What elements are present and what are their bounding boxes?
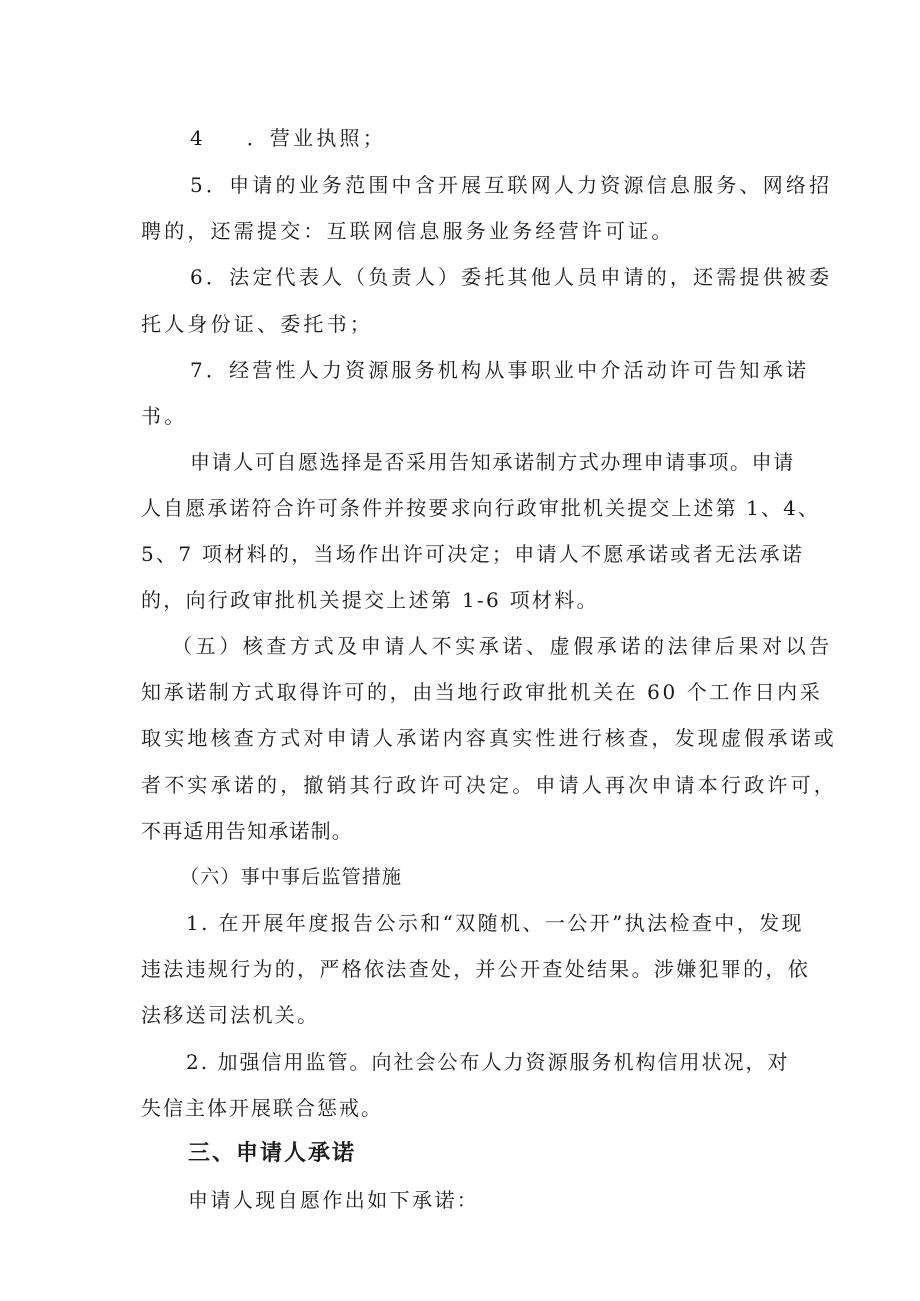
item-4-number: 4 bbox=[190, 126, 203, 150]
choice-line-2: 人自愿承诺符合许可条件并按要求向行政审批机关提交上述第 1、4、 bbox=[141, 496, 821, 520]
section-5-line-2: 知承诺制方式取得许可的，由当地行政审批机关在 60 个工作日内采 bbox=[141, 680, 823, 704]
item-6-line-2: 托人身份证、委托书； bbox=[141, 312, 373, 336]
choice-line-1: 申请人可自愿选择是否采用告知承诺制方式办理申请事项。申请 bbox=[190, 450, 795, 474]
section-5-line-3: 取实地核查方式对申请人承诺内容真实性进行核查，发现虚假承诺或 bbox=[141, 726, 837, 750]
item-7-line-2: 书。 bbox=[141, 404, 188, 428]
item-5-line-2: 聘的，还需提交：互联网信息服务业务经营许可证。 bbox=[141, 219, 675, 243]
item-6-line-1: 6．法定代表人（负责人）委托其他人员申请的，还需提供被委 bbox=[190, 265, 833, 289]
section-6-item-1-line-2: 违法违规行为的，严格依法查处，并公开查处结果。涉嫌犯罪的，依 bbox=[141, 957, 810, 981]
part-3-intro: 申请人现自愿作出如下承诺： bbox=[188, 1188, 480, 1212]
section-6-item-1-line-3: 法移送司法机关。 bbox=[141, 1003, 320, 1027]
section-6-title: （六）事中事后监管措施 bbox=[180, 866, 403, 888]
part-3-heading: 三、申请人承诺 bbox=[188, 1141, 357, 1166]
section-5-line-5: 不再适用告知承诺制。 bbox=[141, 819, 353, 843]
item-4 bbox=[190, 124, 386, 152]
section-5-line-1: （五）核查方式及申请人不实承诺、虚假承诺的法律后果对以告 bbox=[172, 634, 833, 658]
choice-line-3: 5、7 项材料的，当场作出许可决定；申请人不愿承诺或者无法承诺 bbox=[141, 542, 805, 566]
section-6-item-2-line-1: 2. 加强信用监管。向社会公布人力资源服务机构信用状况，对 bbox=[186, 1050, 790, 1074]
section-6-item-1-line-1: 1. 在开展年度报告公示和“双随机、一公开”执法检查中，发现 bbox=[186, 911, 804, 935]
item-4-text: ．营业执照； bbox=[246, 126, 386, 150]
item-7-line-1: 7．经营性人力资源服务机构从事职业中介活动许可告知承诺 bbox=[190, 358, 810, 382]
choice-line-4: 的，向行政审批机关提交上述第 1-6 项材料。 bbox=[141, 588, 599, 612]
section-6-item-2-line-2: 失信主体开展联合惩戒。 bbox=[141, 1096, 383, 1120]
section-5-line-4: 者不实承诺的，撤销其行政许可决定。申请人再次申请本行政许可， bbox=[141, 773, 837, 797]
item-5-line-1: 5．申请的业务范围中含开展互联网人力资源信息服务、网络招 bbox=[190, 173, 833, 197]
